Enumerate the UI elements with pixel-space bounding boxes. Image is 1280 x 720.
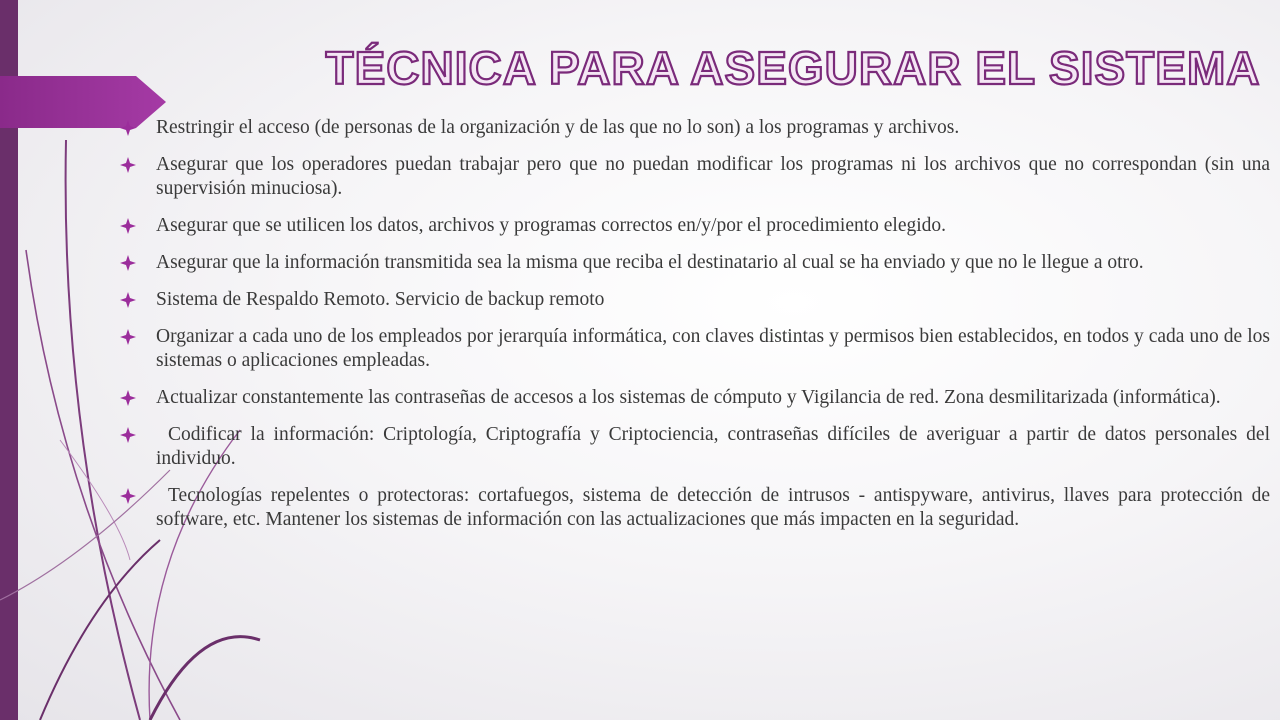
diamond-bullet-icon — [120, 218, 136, 234]
list-item — [120, 423, 1270, 471]
bullet-text: Asegurar que se utilicen los datos, archivos y programas correctos en/y/por el procedimiento elegido. — [156, 215, 947, 236]
list-item — [120, 288, 1270, 312]
bullet-text: Asegurar que los operadores puedan trabajar pero que no puedan modificar los programas ni los archivos que no correspondan (sin una supervisión minuciosa). — [156, 154, 1270, 199]
slide-title-text: TÉCNICA PARA ASEGURAR EL SISTEMA — [325, 42, 1261, 94]
bullet-text: Sistema de Respaldo Remoto. Servicio de backup remoto — [156, 289, 605, 310]
diamond-bullet-icon — [120, 292, 136, 308]
list-item — [120, 251, 1270, 275]
diamond-bullet-icon — [120, 120, 136, 136]
list-item — [120, 116, 1270, 140]
slide-title — [0, 30, 1280, 108]
diamond-bullet-icon — [120, 488, 136, 504]
list-item — [120, 386, 1270, 410]
bullet-text: Restringir el acceso (de personas de la organización y de las que no lo son) a los programas y archivos. — [156, 117, 960, 138]
bullet-text: Tecnologías repelentes o protectoras: cortafuegos, sistema de detección de intrusos - antispyware, antivirus, llaves para protección de software, etc. Mantener los sistemas de información con las actualizaciones que más impacten en la seguridad. — [156, 485, 1270, 530]
diamond-bullet-icon — [120, 390, 136, 406]
list-item — [120, 325, 1270, 373]
diamond-bullet-icon — [120, 329, 136, 345]
bullet-text: Codificar la información: Criptología, Criptografía y Criptociencia, contraseñas difíciles de averiguar a partir de datos personales del individuo. — [156, 424, 1270, 469]
diamond-bullet-icon — [120, 157, 136, 173]
diamond-bullet-icon — [120, 427, 136, 443]
bullet-text: Organizar a cada uno de los empleados por jerarquía informática, con claves distintas y permisos bien establecidos, en todos y cada uno de los sistemas o aplicaciones empleadas. — [156, 326, 1270, 371]
bullet-text: Actualizar constantemente las contraseñas de accesos a los sistemas de cómputo y Vigilancia de red. Zona desmilitarizada (informática). — [156, 387, 1221, 408]
list-item — [120, 484, 1270, 532]
bullet-text: Asegurar que la información transmitida sea la misma que reciba el destinatario al cual se ha enviado y que no le llegue a otro. — [156, 252, 1144, 273]
list-item — [120, 214, 1270, 238]
bullet-list — [120, 116, 1270, 545]
diamond-bullet-icon — [120, 255, 136, 271]
list-item — [120, 153, 1270, 201]
